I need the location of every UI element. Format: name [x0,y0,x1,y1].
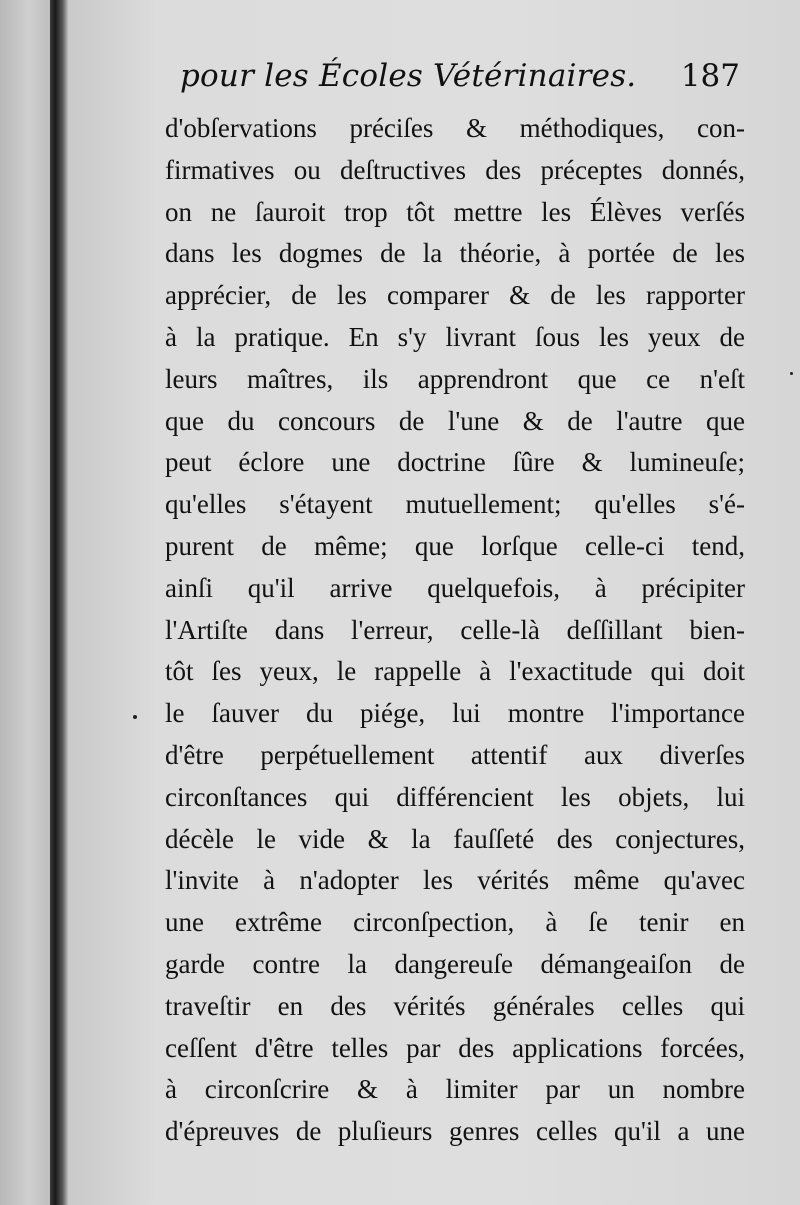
text-line: firmatives ou deſtructives des préceptes donnés, [165,154,745,185]
text-line: d'être perpétuellement attentif aux diverſes [165,739,745,770]
text-line: à la pratique. En s'y livrant ſous les yeux de [165,321,745,352]
text-line: ainſi qu'il arrive quelquefois, à précipiter [165,572,745,603]
running-head [180,58,740,102]
facing-page-edge [0,0,52,1205]
text-line: apprécier, de les comparer & de les rapporter [165,280,745,311]
text-line: décèle le vide & la fauſſeté des conjectures, [165,823,745,854]
ink-speck [790,372,793,375]
text-line: le ſauver du piége, lui montre l'importance [165,698,745,729]
text-line: qu'elles s'étayent mutuellement; qu'elles s'é- [165,489,745,520]
text-line: d'épreuves de pluſieurs genres celles qu'il a une [165,1116,745,1147]
text-line: ceſſent d'être telles par des applications forcées, [165,1032,745,1063]
body-text [165,108,745,1153]
text-line: l'Artiſte dans l'erreur, celle-là deſſillant bien- [165,614,745,645]
text-line: l'invite à n'adopter les vérités même qu'avec [165,865,745,896]
text-line: tôt ſes yeux, le rappelle à l'exactitude qui doit [165,656,745,687]
text-line: circonſtances qui différencient les objets, lui [165,781,745,812]
text-line: peut éclore une doctrine ſûre & lumineuſe; [165,447,745,478]
text-line: dans les dogmes de la théorie, à portée de les [165,238,745,269]
text-line: d'obſervations préciſes & méthodiques, con- [165,113,745,143]
text-line: garde contre la dangereuſe démangeaiſon de [165,948,745,979]
running-head-title: pour les Écoles Vétérinaires. [180,58,637,94]
text-line: à circonſcrire & à limiter par un nombre [165,1074,745,1105]
text-line: que du concours de l'une & de l'autre que [165,405,745,436]
ink-speck [133,715,137,719]
text-line: une extrême circonſpection, à ſe tenir en [165,907,745,938]
book-gutter [50,0,68,1205]
text-line: purent de même; que lorſque celle-ci tend, [165,530,745,561]
text-line: leurs maîtres, ils apprendront que ce n'eſt [165,363,745,394]
text-line: on ne ſauroit trop tôt mettre les Élèves verſés [165,196,745,227]
text-line: traveſtir en des vérités générales celles qui [165,990,745,1021]
page-number: 187 [680,58,740,94]
